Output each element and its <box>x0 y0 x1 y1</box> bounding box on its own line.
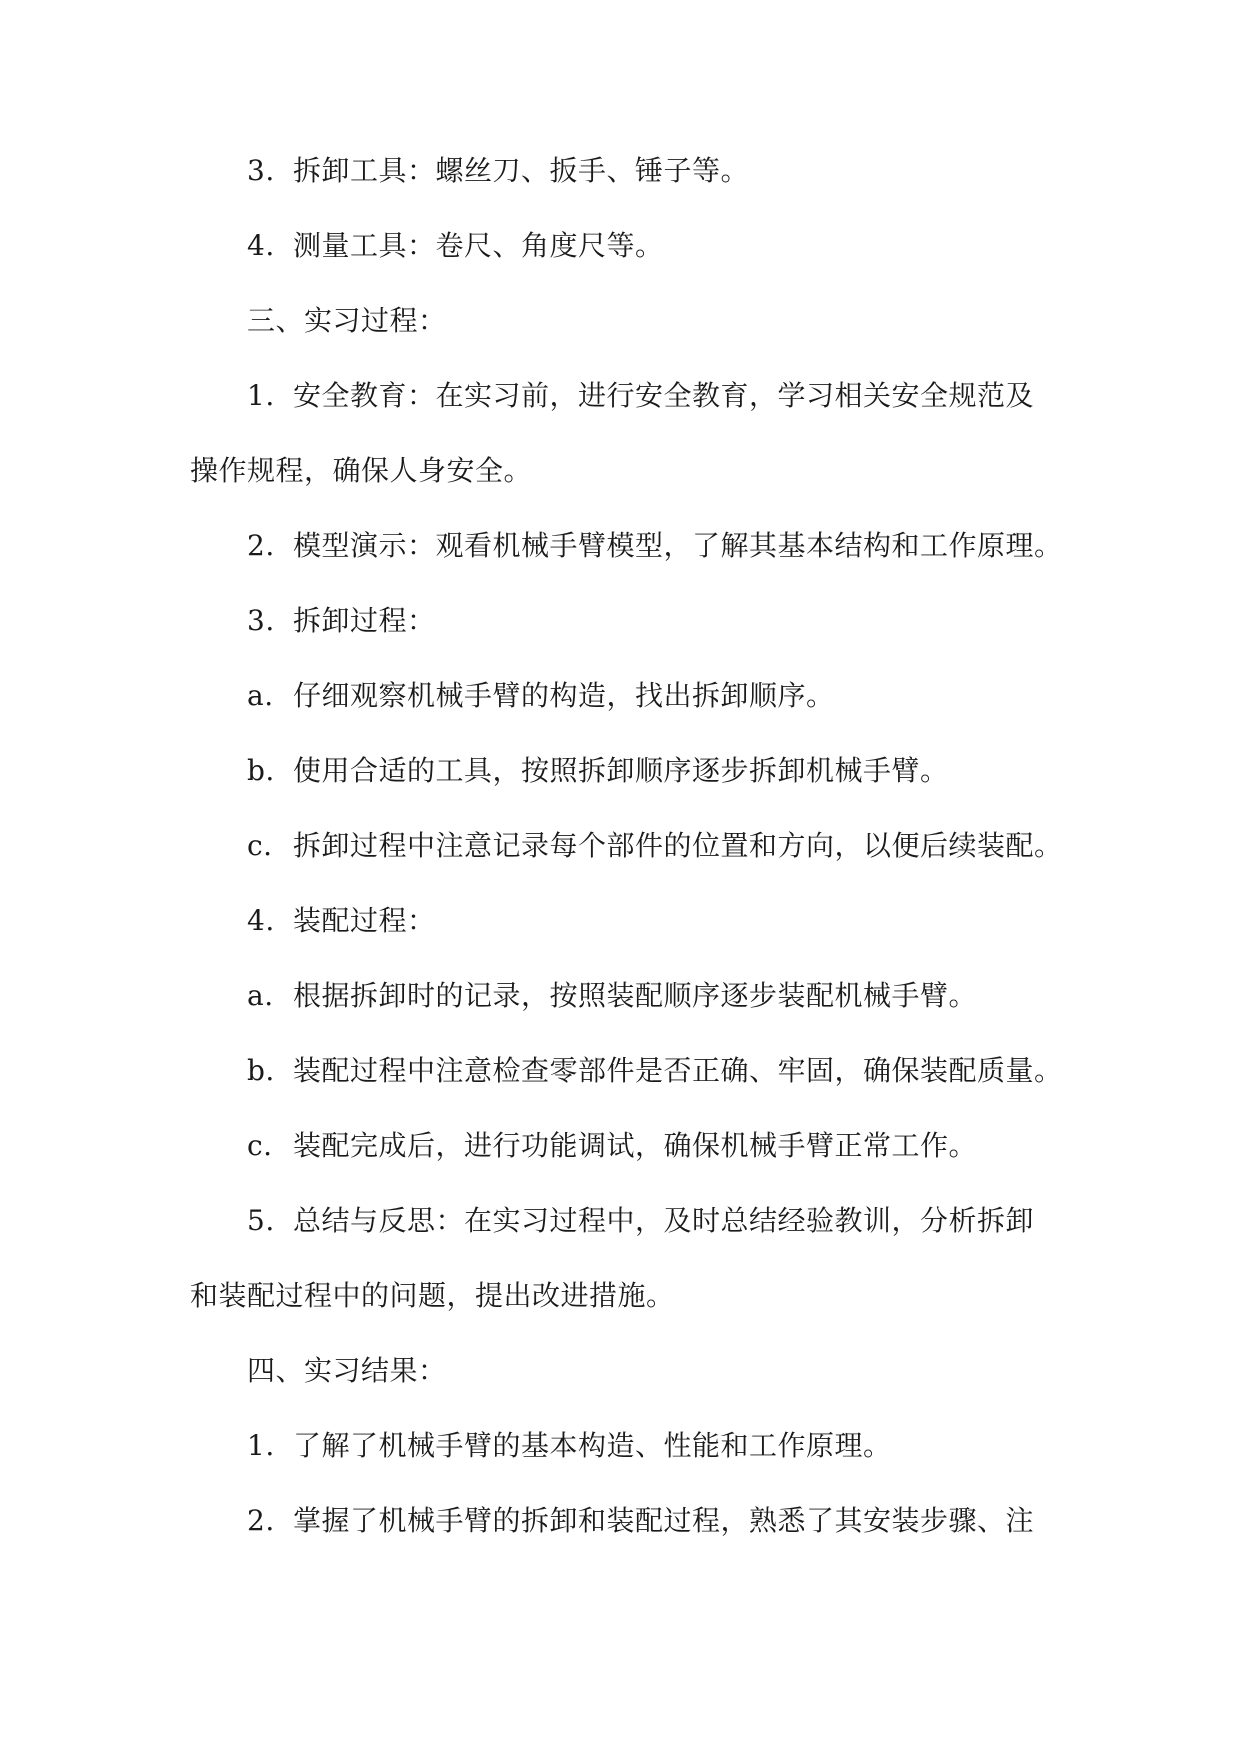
list-item <box>247 604 436 638</box>
list-item <box>247 1129 977 1163</box>
item-text: 总结与反思：在实习过程中，及时总结经验教训，分析拆卸 <box>293 1204 1035 1237</box>
continuation-line <box>190 1279 675 1313</box>
item-text: 根据拆卸时的记录，按照装配顺序逐步装配机械手臂。 <box>293 979 978 1012</box>
item-number: 5. <box>247 1204 275 1237</box>
item-number: a. <box>247 679 274 712</box>
list-item <box>247 529 1063 563</box>
item-number: b. <box>247 754 275 787</box>
list-item <box>247 979 977 1013</box>
list-item <box>247 1054 1063 1088</box>
item-text: 模型演示：观看机械手臂模型，了解其基本结构和工作原理。 <box>293 529 1063 562</box>
item-text: 仔细观察机械手臂的构造，找出拆卸顺序。 <box>293 679 835 712</box>
list-item <box>247 829 1063 863</box>
item-number: 4. <box>247 229 275 262</box>
item-text: 装配过程中注意检查零部件是否正确、牢固，确保装配质量。 <box>293 1054 1063 1087</box>
list-item <box>247 679 835 713</box>
item-number: 2. <box>247 529 275 562</box>
section-heading <box>247 304 447 338</box>
list-item <box>247 379 1034 413</box>
heading-text: 三、实习过程： <box>247 304 447 337</box>
list-item <box>247 754 949 788</box>
item-text: 拆卸工具：螺丝刀、扳手、锤子等。 <box>293 154 750 187</box>
item-number: c. <box>247 829 273 862</box>
list-item <box>247 904 436 938</box>
list-item <box>247 1204 1034 1238</box>
heading-text: 四、实习结果： <box>247 1354 447 1387</box>
item-number: 1. <box>247 379 275 412</box>
list-item <box>247 229 664 263</box>
item-text: 和装配过程中的问题，提出改进措施。 <box>190 1279 675 1312</box>
item-text: 测量工具：卷尺、角度尺等。 <box>293 229 664 262</box>
list-item <box>247 154 749 188</box>
item-number: 2. <box>247 1504 275 1537</box>
item-text: 安全教育：在实习前，进行安全教育，学习相关安全规范及 <box>293 379 1035 412</box>
item-text: 装配完成后，进行功能调试，确保机械手臂正常工作。 <box>293 1129 978 1162</box>
item-text: 掌握了机械手臂的拆卸和装配过程，熟悉了其安装步骤、注 <box>293 1504 1035 1537</box>
item-number: 1. <box>247 1429 275 1462</box>
item-text: 拆卸过程中注意记录每个部件的位置和方向，以便后续装配。 <box>293 829 1063 862</box>
section-heading <box>247 1354 447 1388</box>
item-number: 3. <box>247 154 275 187</box>
item-number: 3. <box>247 604 275 637</box>
item-number: b. <box>247 1054 275 1087</box>
item-number: c. <box>247 1129 273 1162</box>
continuation-line <box>190 454 532 488</box>
item-number: 4. <box>247 904 275 937</box>
item-number: a. <box>247 979 274 1012</box>
item-text: 装配过程： <box>293 904 436 937</box>
item-text: 了解了机械手臂的基本构造、性能和工作原理。 <box>293 1429 892 1462</box>
item-text: 拆卸过程： <box>293 604 436 637</box>
list-item <box>247 1429 892 1463</box>
item-text: 操作规程，确保人身安全。 <box>190 454 533 487</box>
item-text: 使用合适的工具，按照拆卸顺序逐步拆卸机械手臂。 <box>293 754 949 787</box>
list-item <box>247 1504 1034 1538</box>
